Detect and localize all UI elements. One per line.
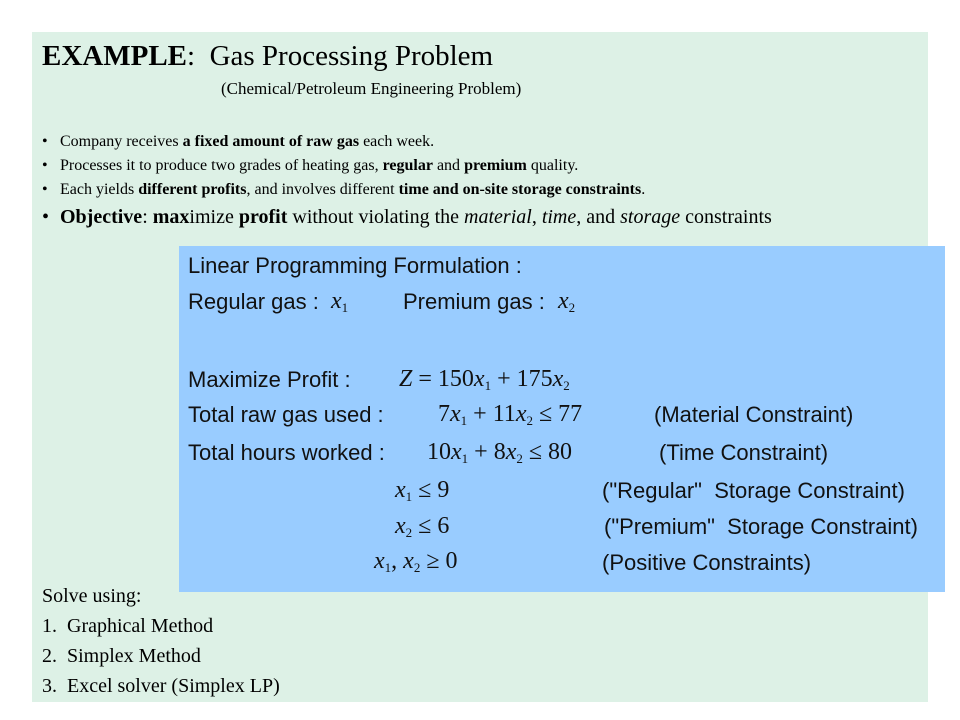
formulation-heading: Linear Programming Formulation :	[188, 253, 522, 278]
solve-method-item: 2. Simplex Method	[42, 645, 201, 667]
positive-constraint: $x_1$, $x_2 \ge 0$	[374, 548, 458, 575]
time-constraint-note: (Time Constraint)	[659, 440, 829, 465]
bullet-item: • Processes it to produce two grades of heating gas, regular and premium quality.	[42, 154, 772, 178]
positive-constraint-note: (Positive Constraints)	[602, 550, 812, 575]
regular-gas-label: Regular gas :	[188, 289, 319, 314]
solve-heading: Solve using:	[42, 585, 142, 607]
objective-function: $Z = 150x_1 + 175x_2$	[399, 366, 570, 393]
material-constraint: $7x_1 + 11x_2 \le 77$	[438, 401, 583, 428]
raw-gas-label: Total raw gas used :	[188, 402, 384, 427]
slide-subtitle: (Chemical/Petroleum Engineering Problem)	[221, 79, 522, 98]
bullet-list	[42, 130, 772, 231]
solve-section	[42, 581, 280, 701]
premium-storage-constraint: $x_2 \le 6$	[395, 513, 450, 540]
material-constraint-note: (Material Constraint)	[654, 402, 854, 427]
solve-method-item: 3. Excel solver (Simplex LP)	[42, 675, 280, 697]
lp-formulation-box	[179, 246, 945, 592]
title-lead: EXAMPLE	[42, 40, 187, 72]
bullet-item: • Each yields different profits, and involves different time and on-site storage constraints.	[42, 178, 772, 202]
time-constraint: $10x_1 + 8x_2 \le 80$	[427, 439, 573, 466]
solve-method-list	[42, 611, 280, 701]
regular-gas-variable: $x_1$	[331, 288, 349, 315]
slide	[32, 32, 928, 702]
regular-storage-constraint: $x_1 \le 9$	[395, 477, 450, 504]
bullet-item: • Company receives a fixed amount of raw gas each week.	[42, 130, 772, 154]
slide-title	[42, 42, 493, 71]
solve-method-item: 1. Graphical Method	[42, 615, 214, 637]
premium-gas-label: Premium gas :	[403, 289, 545, 314]
hours-label: Total hours worked :	[188, 440, 385, 465]
maximize-label: Maximize Profit :	[188, 367, 351, 392]
premium-storage-note: ("Premium" Storage Constraint)	[604, 514, 918, 539]
premium-gas-variable: $x_2$	[558, 288, 576, 315]
objective-bullet: • Objective: maximize profit without violating the material, time, and storage constraints	[42, 203, 772, 231]
title-separator: :	[187, 40, 196, 72]
title-text: Gas Processing Problem	[195, 40, 494, 72]
regular-storage-note: ("Regular" Storage Constraint)	[602, 478, 905, 503]
